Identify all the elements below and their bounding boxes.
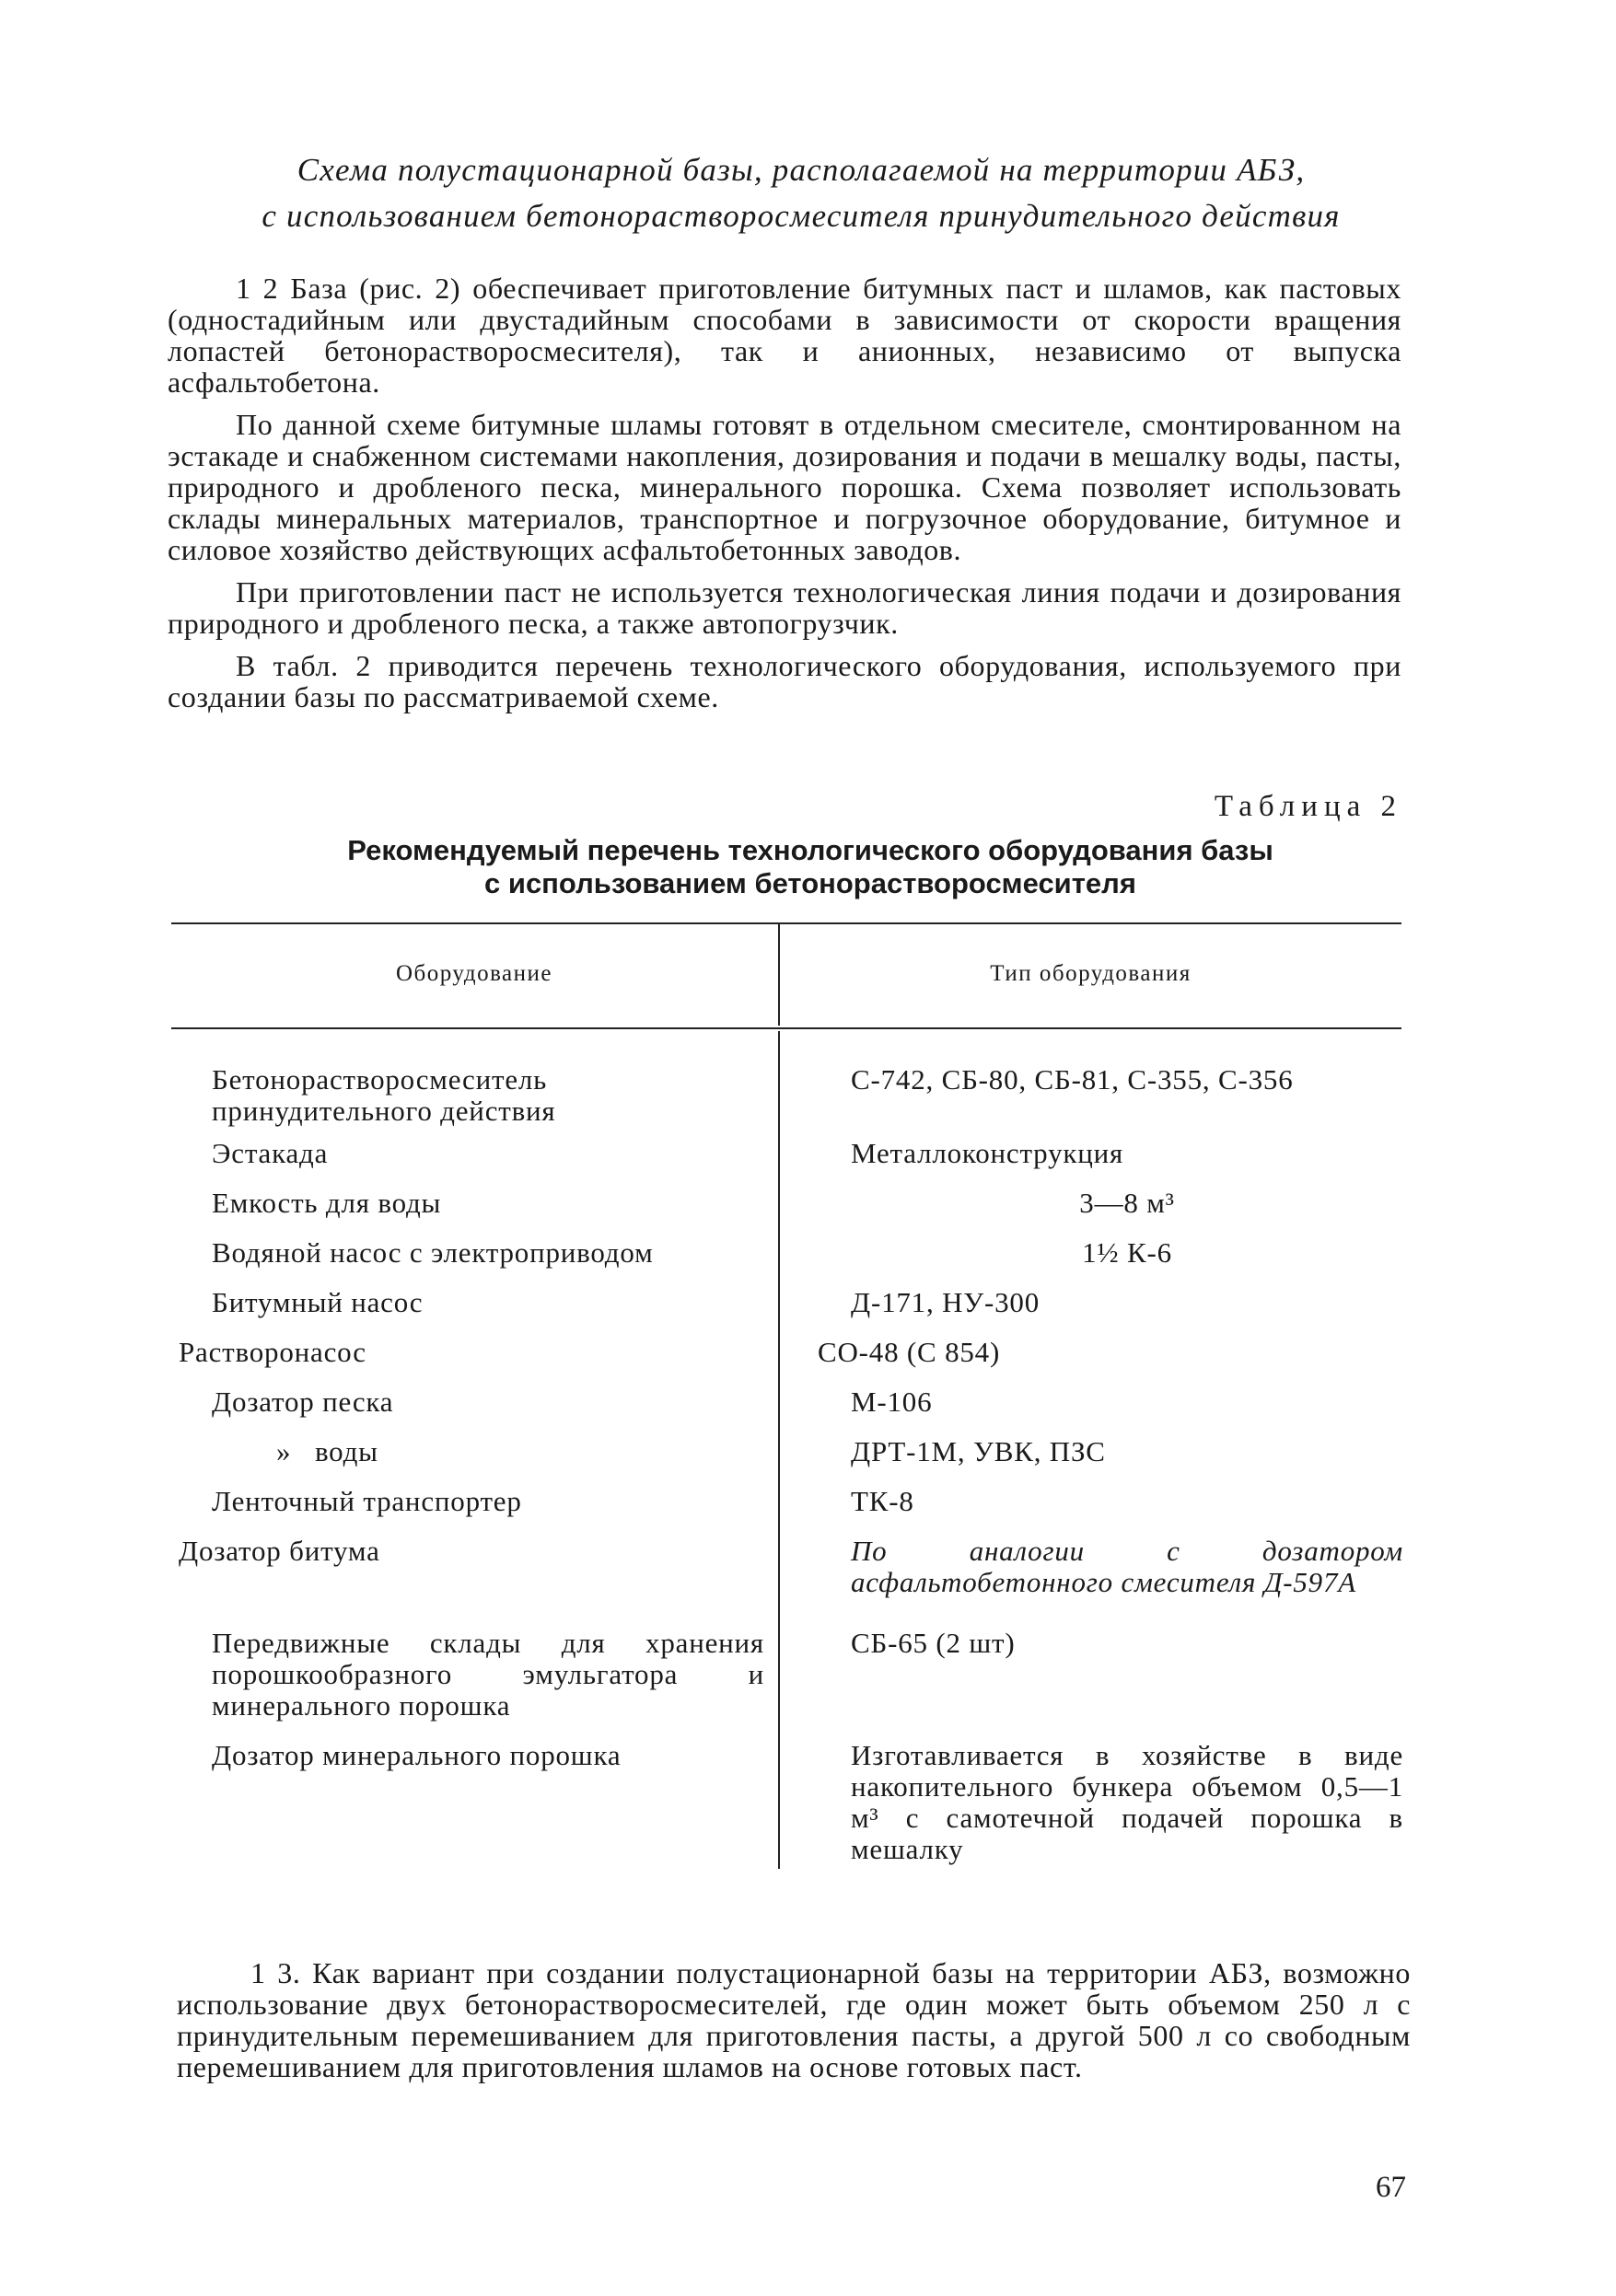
equipment-type-cell: 1½ К-6 <box>1082 1236 1172 1269</box>
equipment-type-cell: СО-48 (С 854) <box>818 1336 1001 1368</box>
equipment-cell: Бетонорастворосмеситель принудительного действия <box>212 1063 556 1127</box>
column-header-equipment: Оборудование <box>395 961 552 986</box>
paragraph-3: При приготовлении паст не используется технологическая линия подачи и дозирования природного и дробленого песка, а также автопогрузчик. <box>168 575 1401 640</box>
caption-line-1: Схема полустационарной базы, располагаемой на территории АБЗ, <box>296 152 1306 188</box>
paragraph-4: В табл. 2 приводится перечень технологического оборудования, используемого при создании базы по рассматриваемой схеме. <box>168 649 1401 713</box>
equipment-cell: Емкость для воды <box>212 1187 442 1219</box>
page-number: 67 <box>1376 2171 1406 2204</box>
equipment-type-cell: М-106 <box>851 1386 933 1418</box>
equipment-cell: Битумный насос <box>212 1286 424 1318</box>
equipment-type-cell: Д-171, НУ-300 <box>851 1286 1041 1318</box>
column-header-type: Тип оборудования <box>990 961 1192 986</box>
equipment-cell: Эстакада <box>212 1137 329 1169</box>
paragraph-5: 1 3. Как вариант при создании полустационарной базы на территории АБЗ, возможно использование двух бетонорастворосмесителей, где один может быть объемом 250 л с принудительным перемешиванием для приготовления пасты, а другой 500 л со свободным перемешиванием для приготовления шламов на основе готовых паст. <box>177 1956 1411 2083</box>
equipment-cell: Ленточный транспортер <box>212 1485 522 1517</box>
equipment-type-cell: С-742, СБ-80, СБ-81, С-355, С-356 <box>851 1063 1294 1096</box>
equipment-cell: Передвижные склады для хранения порошкообразного эмульгатора и минерального порошка <box>212 1627 764 1722</box>
equipment-type-cell: Металлоконструкция <box>851 1137 1124 1169</box>
table-title <box>276 834 1344 900</box>
table-title-line-1: Рекомендуемый перечень технологического оборудования базы <box>347 834 1273 866</box>
equipment-cell: Водяной насос с электроприводом <box>212 1236 654 1269</box>
equipment-cell: » воды <box>276 1435 378 1467</box>
caption-line-2: с использованием бетонорастворосмесителя принудительного действия <box>262 198 1341 234</box>
table-top-rule <box>171 922 1401 924</box>
equipment-cell: Дозатор минерального порошка <box>212 1739 622 1771</box>
equipment-cell: Дозатор песка <box>212 1386 394 1418</box>
equipment-cell: Растворонасос <box>179 1336 366 1368</box>
equipment-type-cell: СБ-65 (2 шт) <box>851 1627 1016 1659</box>
equipment-type-cell: Изготавливается в хозяйстве в виде накопительного бункера объемом 0,5—1 м³ с самотечной подачей порошка в мешалку <box>851 1739 1403 1865</box>
figure-caption <box>166 147 1436 239</box>
table-number: Таблица 2 <box>1214 790 1402 823</box>
table-title-line-2: с использованием бетонорастворосмесителя <box>484 867 1136 899</box>
body-text <box>168 273 1401 724</box>
equipment-type-cell: По аналогии с дозатором асфальтобетонного смесителя Д-597А <box>851 1535 1403 1598</box>
paragraph-2: По данной схеме битумные шламы готовят в отдельном смесителе, смонтированном на эстакаде и снабженном системами накопления, дозирования и подачи в мешалку воды, пасты, природного и дробленого песка, минерального порошка. Схема позволяет использовать склады минеральных материалов, транспортное и погрузочное оборудование, битумное и силовое хозяйство действующих асфальтобетонных заводов. <box>168 408 1401 566</box>
equipment-type-cell: ТК-8 <box>851 1485 914 1517</box>
table-header-rule <box>171 1027 1401 1029</box>
equipment-type-cell: ДРТ-1М, УВК, ПЗС <box>851 1435 1106 1467</box>
equipment-type-cell: 3—8 м³ <box>1079 1187 1175 1219</box>
paragraph-1: 1 2 База (рис. 2) обеспечивает приготовление битумных паст и шламов, как пастовых (одностадийным или двустадийным способами в зависимости от скорости вращения лопастей бетонорастворосмесителя), так и анионных, независимо от выпуска асфальтобетона. <box>168 272 1401 399</box>
equipment-cell: Дозатор битума <box>179 1535 380 1567</box>
